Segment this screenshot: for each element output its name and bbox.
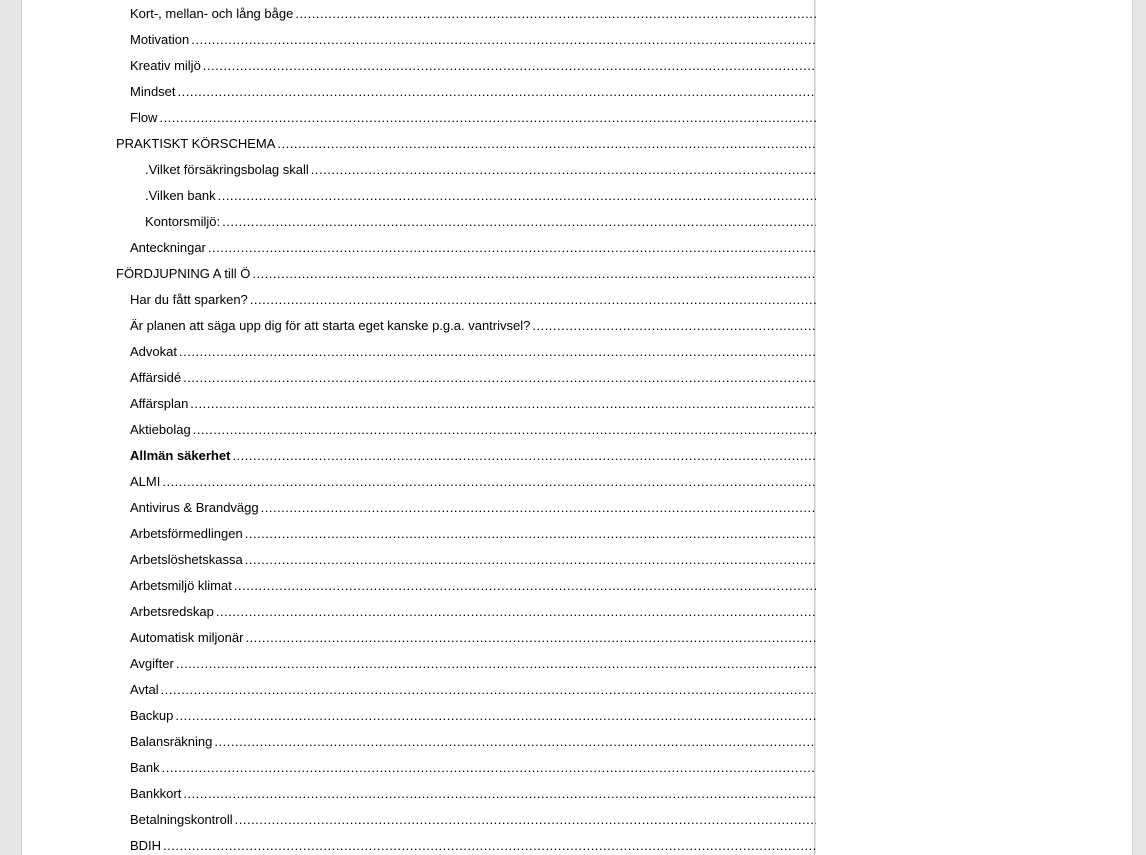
toc-entry[interactable] (22, 469, 850, 495)
toc-dot-leader (234, 573, 835, 599)
toc-entry[interactable] (22, 443, 850, 469)
toc-dot-leader (162, 469, 834, 495)
scrollbar-track[interactable] (1133, 0, 1146, 855)
toc-dot-leader (176, 651, 835, 677)
toc-dot-leader (311, 157, 850, 183)
toc-entry[interactable] (22, 495, 850, 521)
toc-dot-leader (250, 287, 835, 313)
toc-dot-leader (232, 443, 834, 469)
toc-dot-leader (162, 755, 835, 781)
toc-entry-title[interactable]: Mindset (130, 84, 176, 99)
toc-entry-title[interactable]: Arbetsredskap (130, 604, 214, 619)
toc-entry-title[interactable]: .Vilken bank (145, 188, 216, 203)
toc-entry-title[interactable]: Arbetsmiljö klimat (130, 578, 232, 593)
toc-entry-title[interactable]: Betalningskontroll (130, 812, 233, 827)
toc-dot-leader (190, 391, 834, 417)
toc-dot-leader (245, 521, 835, 547)
toc-entry[interactable] (22, 1, 850, 27)
toc-entry-title[interactable]: Kreativ miljö (130, 58, 201, 73)
document-page (21, 0, 815, 855)
toc-dot-leader (216, 599, 835, 625)
toc-entry-title[interactable]: Arbetslöshetskassa (130, 552, 243, 567)
toc-entry-title[interactable]: Bankkort (130, 786, 182, 801)
toc-entry[interactable] (22, 573, 850, 599)
toc-entry[interactable] (22, 313, 850, 339)
toc-entry[interactable] (22, 625, 850, 651)
toc-dot-leader (214, 729, 834, 755)
toc-entry[interactable] (22, 235, 850, 261)
toc-entry-title[interactable]: Allmän säkerhet (130, 448, 231, 463)
toc-dot-leader (175, 703, 834, 729)
toc-entry-title[interactable]: Bank (130, 760, 160, 775)
toc-entry-title[interactable]: ALMI (130, 474, 161, 489)
toc-entry[interactable] (22, 807, 850, 833)
toc-dot-leader (532, 313, 834, 339)
toc-entry-title[interactable]: BDIH (130, 838, 162, 853)
toc-entry[interactable] (22, 729, 850, 755)
toc-dot-leader (193, 417, 835, 443)
toc-dot-leader (183, 781, 834, 807)
toc-entry[interactable] (22, 521, 850, 547)
toc-dot-leader (222, 209, 849, 235)
toc-entry[interactable] (22, 27, 850, 53)
toc-entry[interactable] (22, 53, 850, 79)
toc-entry[interactable] (22, 157, 865, 183)
toc-entry[interactable] (22, 781, 850, 807)
toc-entry-title[interactable]: Arbetsförmedlingen (130, 526, 243, 541)
toc-dot-leader (261, 495, 835, 521)
toc-entry-title[interactable]: Motivation (130, 32, 190, 47)
toc-entry-title[interactable]: Balansräkning (130, 734, 213, 749)
toc-entry-title[interactable]: PRAKTISKT KÖRSCHEMA (116, 136, 276, 151)
toc-entry[interactable] (22, 755, 850, 781)
toc-entry[interactable] (22, 365, 850, 391)
toc-entry-title[interactable]: Flow (130, 110, 158, 125)
toc-entry-title[interactable]: Automatisk miljonär (130, 630, 244, 645)
toc-entry-title[interactable]: Kort-, mellan- och lång båge (130, 6, 294, 21)
toc-entry[interactable] (22, 183, 865, 209)
toc-entry-title[interactable]: Kontorsmiljö: (145, 214, 221, 229)
toc-entry[interactable] (22, 131, 836, 157)
toc-entry[interactable] (22, 391, 850, 417)
toc-entry-title[interactable]: .Vilket försäkringsbolag skall (145, 162, 309, 177)
toc-entry[interactable] (22, 651, 850, 677)
toc-entry-title[interactable]: Avtal (130, 682, 159, 697)
toc-entry[interactable] (22, 339, 850, 365)
toc-entry[interactable] (22, 105, 850, 131)
toc-dot-leader (183, 365, 834, 391)
toc-dot-leader (179, 339, 835, 365)
toc-dot-leader (277, 131, 820, 157)
toc-dot-leader (208, 235, 835, 261)
toc-entry-title[interactable]: Affärsplan (130, 396, 189, 411)
toc-dot-leader (245, 547, 835, 573)
toc-entry-title[interactable]: Advokat (130, 344, 177, 359)
side-pane (816, 0, 1133, 855)
toc-dot-leader (252, 261, 820, 287)
toc-entry[interactable] (22, 833, 850, 855)
toc-entry[interactable] (22, 547, 850, 573)
toc-entry[interactable] (22, 261, 836, 287)
toc-entry-title[interactable]: Är planen att säga upp dig för att starta eget kanske p.g.a. vantrivsel? (130, 318, 531, 333)
toc-dot-leader (163, 833, 834, 855)
toc-dot-leader (203, 53, 835, 79)
toc-dot-leader (191, 27, 834, 53)
toc-dot-leader (235, 807, 835, 833)
toc-entry-title[interactable]: Har du fått sparken? (130, 292, 248, 307)
toc-entry[interactable] (22, 417, 850, 443)
toc-dot-leader (218, 183, 850, 209)
toc-entry[interactable] (22, 677, 850, 703)
toc-dot-leader (161, 677, 835, 703)
toc-entry[interactable] (22, 209, 865, 235)
toc-dot-leader (295, 1, 841, 27)
toc-entry-title[interactable]: Avgifter (130, 656, 174, 671)
toc-entry-title[interactable]: Anteckningar (130, 240, 206, 255)
toc-entry[interactable] (22, 599, 850, 625)
toc-dot-leader (178, 79, 836, 105)
toc-entry-title[interactable]: Affärsidé (130, 370, 182, 385)
toc-entry[interactable] (22, 287, 850, 313)
toc-dot-leader (159, 105, 835, 131)
toc-entry-title[interactable]: Backup (130, 708, 174, 723)
toc-entry[interactable] (22, 79, 850, 105)
toc-entry-title[interactable]: FÖRDJUPNING A till Ö (116, 266, 251, 281)
toc-entry-title[interactable]: Antivirus & Brandvägg (130, 500, 259, 515)
toc-entry[interactable] (22, 703, 850, 729)
toc-entry-title[interactable]: Aktiebolag (130, 422, 191, 437)
toc-dot-leader (245, 625, 834, 651)
